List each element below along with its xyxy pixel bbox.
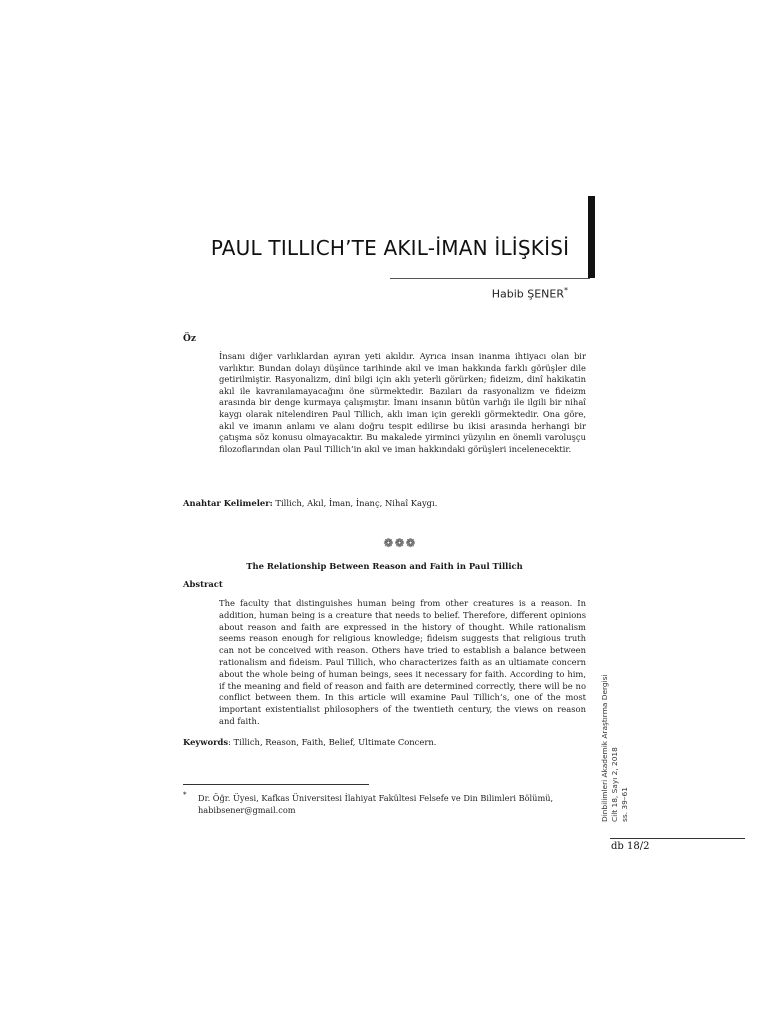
author-line [400, 286, 568, 301]
keywords-tr [183, 498, 603, 508]
keywords-tr-value: Tillich, Akıl, İman, İnanç, Nihaî Kaygı. [275, 498, 438, 508]
author-footnote-mark: * [564, 286, 568, 295]
english-title: The Relationship Between Reason and Faith in Paul Tillich [246, 561, 523, 571]
article-title: PAUL TILLICH’TE AKIL-İMAN İLİŞKİSİ [210, 236, 570, 260]
author-name: Habib ŞENER [491, 287, 564, 301]
footnote-text [198, 792, 590, 816]
footnote-affiliation: Dr. Öğr. Üyesi, Kafkas Üniversitesi İlahiyat Fakültesi Felsefe ve Din Bilimleri Bölümü, [198, 793, 554, 803]
journal-name: Dinbilimleri Akademik Araştırma Dergisi [600, 674, 609, 822]
keywords-tr-label: Anahtar Kelimeler: [183, 498, 273, 508]
footnote-email[interactable]: habibsener@gmail.com [198, 805, 296, 815]
journal-volume: Cilt 18, Sayı 2, 2018 [610, 747, 619, 822]
section-ornament: ❁❁❁ [383, 536, 417, 550]
journal-rule [610, 838, 745, 839]
journal-pages: ss. 39–61 [620, 787, 629, 822]
oz-heading: Öz [183, 334, 196, 344]
abstract-heading: Abstract [183, 579, 223, 589]
footnote-rule [183, 784, 369, 785]
abstract-paragraph: The faculty that distinguishes human being from other creatures is a reason. In addition, human being is a creature that needs to belief. Therefore, different opinions about reason and faith are expressed in the history of thought. While rationalism seems reason enough for religious knowledge; fideism suggests that religious truth can not be conceived with reason. Others have tried to establish a balance between rationalism and fideism. Paul Tillich, who characterizes faith as an ultiamate concern about the whole being of human beings, sees it necessary for faith. According to him, if the meaning and field of reason and faith are determined correctly, there will be no conflict between them. In this article will examine Paul Tillich’s, one of the most important existentialist philosophers of the twentieth century, the views on reason and faith. [219, 598, 586, 726]
journal-code: db 18/2 [611, 841, 650, 852]
keywords-en-label: Keywords [183, 737, 229, 747]
keywords-en [183, 737, 603, 747]
footnote-mark: * [183, 791, 187, 799]
journal-sidebar [600, 674, 630, 822]
title-rule [390, 278, 590, 279]
oz-paragraph: İnsanı diğer varlıklardan ayıran yeti akıldır. Ayrıca insan inanma ihtiyacı olan bir varlıktır. Bundan dolayı düşünce tarihinde akıl ve iman hakkında farklı görüşler dile getirilmiştir. Rasyonalizm, dinî bilgi için aklı yeterli görürken; fideizm, dinî hakikatin akıl ile kavranılamayacağını öne sürmektedir. Bazıları da rasyonalizm ve fideizm arasında bir denge kurmaya çalışmıştır. İmanı insanın bütün varlığı ile ilgili bir nihaî kaygı olarak nitelendiren Paul Tillich, aklı iman için gerekli görmektedir. Ona göre, akıl ve imanın anlamı ve alanı doğru tespit edilirse bu ikisi arasında herhangi bir çatışma söz konusu olmayacaktır. Bu makalede yirminci yüzyılın en önemli varoluşçu filozoflarından olan Paul Tillich’in akıl ve iman hakkındaki görüşleri incelenecektir. [219, 351, 586, 454]
keywords-en-value: : Tillich, Reason, Faith, Belief, Ultimate Concern. [228, 737, 437, 747]
